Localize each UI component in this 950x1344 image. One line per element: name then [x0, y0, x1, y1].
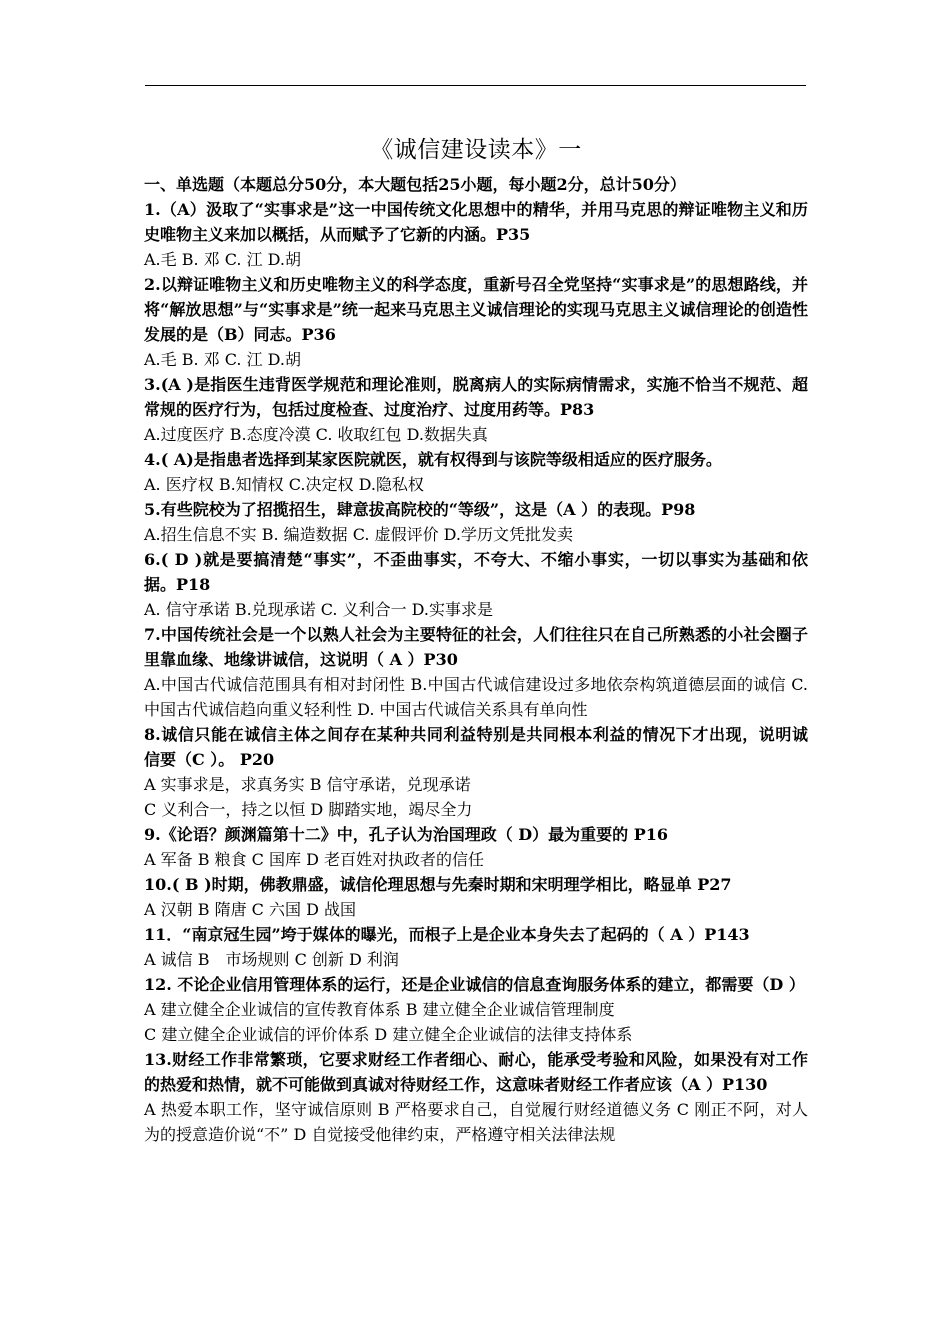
question-text: 12. 不论企业信用管理体系的运行，还是企业诚信的信息查询服务体系的建立，都需要（D ）	[144, 975, 805, 994]
question-text: 9.《论语？颜渊篇第十二》中，孔子认为治国理政（ D）最为重要的 P16	[144, 825, 669, 844]
question-options: A. 信守承诺 B.兑现承诺 C. 义利合一 D.实事求是	[144, 600, 494, 619]
question-item	[144, 272, 808, 372]
question-text: 1.（A）汲取了“实事求是”这一中国传统文化思想中的精华，并用马克思的辩证唯物主义和历史唯物主义来加以概括，从而赋予了它新的内涵。P35	[144, 200, 808, 244]
question-item	[144, 822, 808, 872]
question-item	[144, 1047, 808, 1147]
question-item	[144, 722, 825, 822]
question-item	[144, 547, 808, 622]
question-options: A 热爱本职工作，坚守诚信原则 B 严格要求自己，自觉履行财经道德义务 C 刚正不阿，对人为的授意造价说“不” D 自觉接受他律约束，严格遵守相关法律法规	[144, 1100, 808, 1144]
section-heading: 一、单选题（本题总分50分，本大题包括25小题，每小题2分，总计50分）	[144, 175, 686, 194]
question-options: A 建立健全企业诚信的宣传教育体系 B 建立健全企业诚信管理制度	[144, 1000, 615, 1019]
question-text: 11．“南京冠生园”垮于媒体的曝光，而根子上是企业本身失去了起码的（ A ）P143	[144, 925, 750, 944]
header-rule	[145, 85, 806, 86]
question-options: A 诚信 B 市场规则 C 创新 D 利润	[144, 950, 399, 969]
question-options: A 汉朝 B 隋唐 C 六国 D 战国	[144, 900, 356, 919]
question-options: A 军备 B 粮食 C 国库 D 老百姓对执政者的信任	[144, 850, 484, 869]
document-title: 《诚信建设读本》一	[370, 137, 582, 163]
question-text: 4.( A)是指患者选择到某家医院就医，就有权得到与该院等级相适应的医疗服务。	[144, 450, 722, 469]
question-options: A.毛 B. 邓 C. 江 D.胡	[144, 250, 302, 269]
question-options: A.招生信息不实 B. 编造数据 C. 虚假评价 D.学历文凭批发卖	[144, 525, 574, 544]
question-item	[144, 872, 808, 922]
question-item	[144, 372, 808, 447]
question-options: C 建立健全企业诚信的评价体系 D 建立健全企业诚信的法律支持体系	[144, 1025, 633, 1044]
question-text: 8.诚信只能在诚信主体之间存在某种共同利益特别是共同根本利益的情况下才出现，说明诚 信要（C ）。 P20	[144, 725, 825, 769]
question-options: C 义利合一，持之以恒 D 脚踏实地，竭尽全力	[144, 800, 473, 819]
question-text: 13.财经工作非常繁琐，它要求财经工作者细心、耐心，能承受考验和风险，如果没有对工作的热爱和热情，就不可能做到真诚对待财经工作，这意味者财经工作者应该（A ）P130	[144, 1050, 808, 1094]
question-item	[144, 197, 808, 272]
question-text: 10.( B )时期，佛教鼎盛，诚信伦理思想与先秦时期和宋明理学相比，略显单 P27	[144, 875, 732, 894]
question-text: 3.(A )是指医生违背医学规范和理论准则，脱离病人的实际病情需求，实施不恰当不规范、超常规的医疗行为，包括过度检查、过度治疗、过度用药等。P83	[144, 375, 808, 419]
document-body	[144, 128, 825, 1147]
question-item	[144, 497, 808, 547]
question-item	[144, 447, 808, 497]
question-text: 2.以辩证唯物主义和历史唯物主义的科学态度，重新号召全党坚持“实事求是”的思想路线，并将“解放思想”与“实事求是”统一起来马克思主义诚信理论的实现马克思主义诚信理论的创造性发展的是（B）同志。P36	[144, 275, 808, 344]
question-options: A.过度医疗 B.态度冷漠 C. 收取红包 D.数据失真	[144, 425, 488, 444]
question-item	[144, 622, 808, 722]
question-options: A.毛 B. 邓 C. 江 D.胡	[144, 350, 302, 369]
question-text: 6.( D )就是要搞清楚“事实”，不歪曲事实，不夸大、不缩小事实，一切以事实为基础和依据。P18	[144, 550, 808, 594]
question-text: 7.中国传统社会是一个以熟人社会为主要特征的社会，人们往往只在自己所熟悉的小社会圈子里靠血缘、地缘讲诚信，这说明（ A ）P30	[144, 625, 808, 669]
question-options: A 实事求是，求真务实 B 信守承诺，兑现承诺	[144, 775, 471, 794]
question-item	[144, 972, 808, 1047]
question-options: A.中国古代诚信范围具有相对封闭性 B.中国古代诚信建设过多地依奈构筑道德层面的诚信 C. 中国古代诚信趋向重义轻利性 D. 中国古代诚信关系具有单向性	[144, 675, 808, 719]
question-item	[144, 922, 808, 972]
question-text: 5.有些院校为了招揽招生，肆意拔高院校的“等级”，这是（A ）的表现。P98	[144, 500, 696, 519]
question-options: A. 医疗权 B.知情权 C.决定权 D.隐私权	[144, 475, 424, 494]
